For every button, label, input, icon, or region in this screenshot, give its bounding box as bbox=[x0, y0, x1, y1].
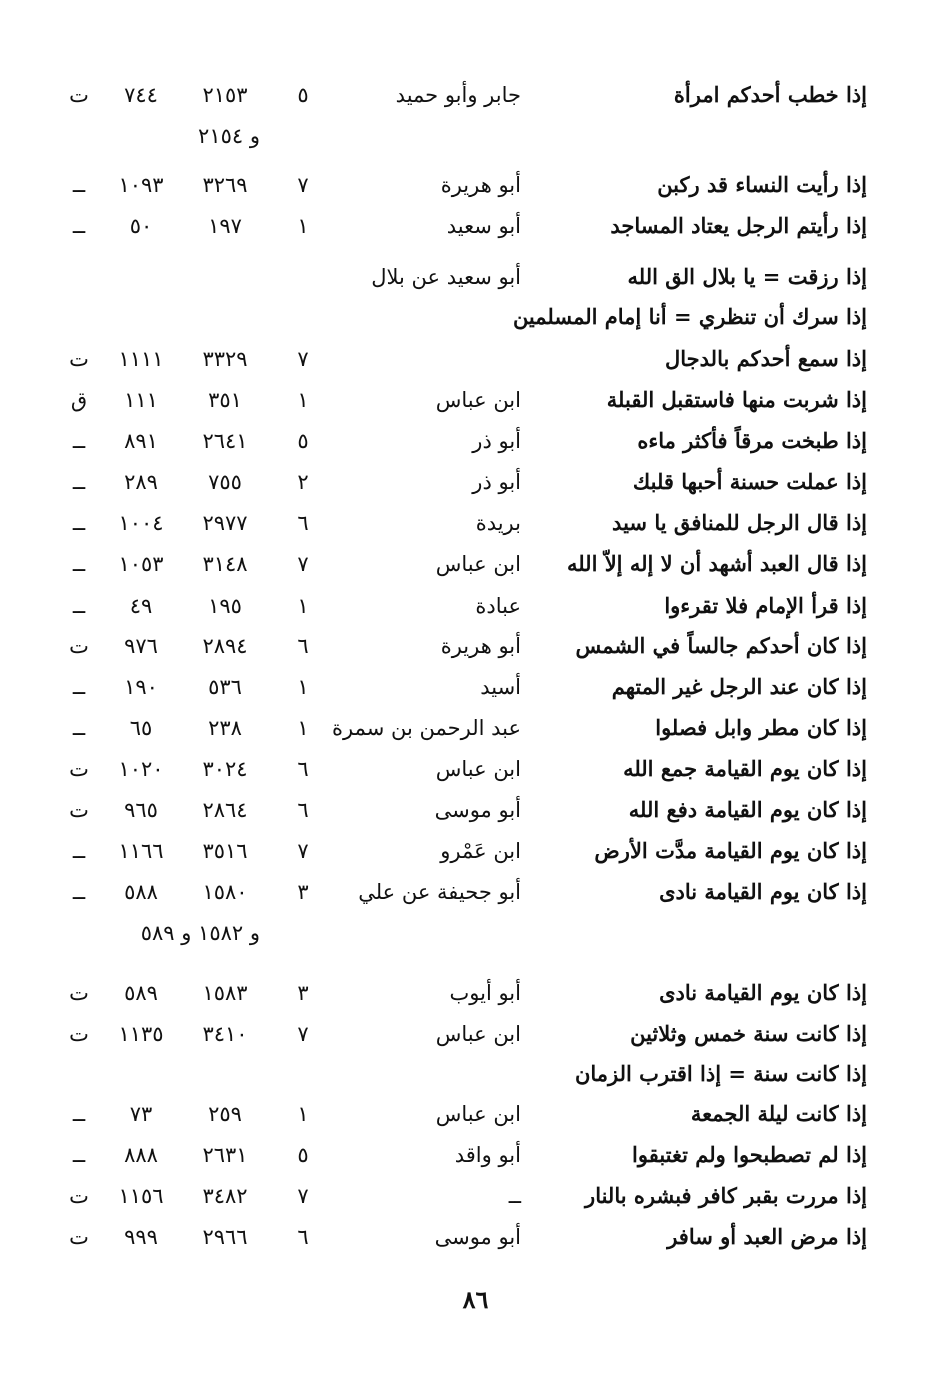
page-reference: ١١١ bbox=[124, 388, 158, 412]
volume-number: ٧ bbox=[297, 1022, 309, 1046]
source-note: ــ bbox=[72, 839, 86, 863]
hadith-number: ٣٠٢٤ bbox=[202, 757, 248, 781]
hadith-text: إذا كانت ليلة الجمعة bbox=[690, 1101, 867, 1126]
page-number: ٨٦ bbox=[462, 1285, 489, 1314]
volume-number: ١ bbox=[297, 594, 309, 618]
index-row bbox=[0, 668, 951, 706]
page-reference: ١٠٩٣ bbox=[118, 173, 164, 197]
page-reference: ٢٨٩ bbox=[124, 470, 158, 494]
page-reference: ٧٣ bbox=[129, 1102, 153, 1126]
source-note: ق bbox=[70, 388, 88, 412]
hadith-text: إذا قرأ الإمام فلا تقرءوا bbox=[664, 593, 867, 618]
source-note: ت bbox=[69, 83, 89, 107]
hadith-number: ٣١٤٨ bbox=[202, 552, 248, 576]
source-note: ــ bbox=[72, 675, 86, 699]
page-reference: ١٠٠٤ bbox=[118, 511, 164, 535]
hadith-text: إذا لم تصطبحوا ولم تغتبقوا bbox=[632, 1142, 867, 1167]
source-note: ــ bbox=[72, 214, 86, 238]
hadith-number: ٢٩٧٧ bbox=[202, 511, 248, 535]
hadith-text: إذا كان يوم القيامة مدَّت الأرض bbox=[594, 838, 867, 863]
hadith-number: ٢١٥٣ bbox=[202, 83, 248, 107]
index-row bbox=[0, 1095, 951, 1133]
hadith-number: ١٩٥ bbox=[208, 594, 242, 618]
page-reference: ٨٨٨ bbox=[124, 1143, 158, 1167]
hadith-text: إذا كان مطر وابل فصلوا bbox=[655, 715, 867, 740]
index-row bbox=[0, 709, 951, 747]
page-reference: ١٠٥٣ bbox=[118, 552, 164, 576]
volume-number: ١ bbox=[297, 716, 309, 740]
narrator-name: بريدة bbox=[475, 511, 521, 535]
volume-number: ٦ bbox=[297, 1225, 309, 1249]
index-row bbox=[0, 504, 951, 542]
index-row bbox=[0, 1218, 951, 1256]
source-note: ت bbox=[69, 798, 89, 822]
narrator-name: ابن عباس bbox=[435, 757, 521, 781]
hadith-text: إذا كان عند الرجل غير المتهم bbox=[611, 674, 867, 699]
volume-number: ١ bbox=[297, 675, 309, 699]
source-note: ت bbox=[69, 981, 89, 1005]
source-note: ــ bbox=[72, 173, 86, 197]
hadith-number: ٧٥٥ bbox=[208, 470, 242, 494]
page-reference: ٥٨٨ bbox=[124, 880, 158, 904]
hadith-text: إذا كان يوم القيامة نادى bbox=[659, 879, 867, 904]
hadith-text: إذا كان يوم القيامة دفع الله bbox=[628, 797, 867, 822]
hadith-number: ٣٣٢٩ bbox=[202, 347, 248, 371]
index-row bbox=[0, 422, 951, 460]
hadith-number: ٢٦٣١ bbox=[202, 1143, 248, 1167]
volume-number: ٦ bbox=[297, 634, 309, 658]
volume-number: ٧ bbox=[297, 173, 309, 197]
narrator-name: ــ bbox=[508, 1184, 521, 1208]
source-note: ــ bbox=[72, 511, 86, 535]
index-row bbox=[0, 750, 951, 788]
hadith-text: إذا كانت سنة = إذا اقترب الزمان bbox=[574, 1061, 867, 1086]
source-note: ــ bbox=[72, 470, 86, 494]
index-row bbox=[0, 1136, 951, 1174]
page-reference: ١١٥٦ bbox=[118, 1184, 164, 1208]
hadith-text: إذا سمع أحدكم بالدجال bbox=[665, 346, 867, 371]
hadith-text: إذا عملت حسنة أحبها قلبك bbox=[632, 469, 867, 494]
narrator-name: ابن عَمْرو bbox=[440, 839, 521, 863]
hadith-text: إذا مررت بقبر كافر فبشره بالنار bbox=[585, 1183, 867, 1208]
page-reference: ٥٨٩ bbox=[124, 981, 158, 1005]
narrator-name: جابر وأبو حميد bbox=[395, 83, 521, 107]
hadith-number: ٢٦٤١ bbox=[202, 429, 248, 453]
narrator-name: عبادة bbox=[475, 594, 521, 618]
volume-number: ٥ bbox=[297, 429, 309, 453]
source-note: ت bbox=[69, 347, 89, 371]
source-note: ــ bbox=[72, 1102, 86, 1126]
page-reference: ٦٥ bbox=[129, 716, 153, 740]
index-row bbox=[0, 1055, 951, 1093]
hadith-number: ٢٨٩٤ bbox=[202, 634, 248, 658]
volume-number: ١ bbox=[297, 1102, 309, 1126]
page-reference: ٤٩ bbox=[129, 594, 153, 618]
index-row bbox=[0, 791, 951, 829]
narrator-name: ابن عباس bbox=[435, 1102, 521, 1126]
index-row bbox=[0, 832, 951, 870]
narrator-name: أبو موسى bbox=[434, 1225, 521, 1249]
hadith-number: ٣٤١٠ bbox=[202, 1022, 248, 1046]
hadith-number: ٣٥١ bbox=[208, 388, 242, 412]
hadith-text: إذا قال العبد أشهد أن لا إله إلاّ الله bbox=[566, 551, 867, 576]
narrator-name: ابن عباس bbox=[435, 388, 521, 412]
narrator-name: أبو ذر bbox=[472, 429, 521, 453]
volume-number: ١ bbox=[297, 388, 309, 412]
volume-number: ٧ bbox=[297, 552, 309, 576]
volume-number: ٦ bbox=[297, 757, 309, 781]
hadith-text: إذا رأيتم الرجل يعتاد المساجد bbox=[610, 213, 867, 238]
source-note: ــ bbox=[72, 880, 86, 904]
volume-number: ٧ bbox=[297, 347, 309, 371]
index-row bbox=[0, 1177, 951, 1215]
index-row bbox=[0, 463, 951, 501]
index-row bbox=[0, 76, 951, 114]
source-note: ــ bbox=[72, 552, 86, 576]
hadith-text: إذا سرك أن تنظري = أنا إمام المسلمين bbox=[512, 304, 867, 329]
source-note: ت bbox=[69, 1225, 89, 1249]
hadith-text: إذا قال الرجل للمنافق يا سيد bbox=[612, 510, 867, 535]
page-reference: ٩٩٩ bbox=[124, 1225, 158, 1249]
continuation-reference: و ٢١٥٤ bbox=[198, 124, 260, 148]
hadith-number: ٣٥١٦ bbox=[202, 839, 248, 863]
index-row bbox=[0, 298, 951, 336]
narrator-name: أبو هريرة bbox=[440, 173, 521, 197]
hadith-text: إذا شربت منها فاستقبل القبلة bbox=[606, 387, 867, 412]
page-reference: ١١٣٥ bbox=[118, 1022, 164, 1046]
narrator-name: ابن عباس bbox=[435, 552, 521, 576]
hadith-number: ٢٩٦٦ bbox=[202, 1225, 248, 1249]
hadith-text: إذا كان أحدكم جالساً في الشمس bbox=[575, 633, 867, 658]
hadith-text: إذا رزقت = يا بلال الق الله bbox=[627, 264, 867, 289]
index-row bbox=[0, 627, 951, 665]
index-row bbox=[0, 545, 951, 583]
hadith-text: إذا كانت سنة خمس وثلاثين bbox=[630, 1021, 867, 1046]
hadith-text: إذا طبخت مرقاً فأكثر ماءه bbox=[637, 428, 867, 453]
index-row bbox=[0, 914, 951, 952]
narrator-name: ابن عباس bbox=[435, 1022, 521, 1046]
volume-number: ٢ bbox=[297, 470, 309, 494]
hadith-number: ٢٣٨ bbox=[208, 716, 242, 740]
hadith-text: إذا رأيت النساء قد ركبن bbox=[657, 172, 867, 197]
page-reference: ٩٧٦ bbox=[124, 634, 158, 658]
source-note: ــ bbox=[72, 1143, 86, 1167]
volume-number: ٣ bbox=[297, 981, 309, 1005]
index-row bbox=[0, 117, 951, 155]
volume-number: ٧ bbox=[297, 1184, 309, 1208]
page-reference: ١١١١ bbox=[118, 347, 164, 371]
page-reference: ٥٠ bbox=[129, 214, 153, 238]
narrator-name: أبو هريرة bbox=[440, 634, 521, 658]
continuation-reference: و ١٥٨٢ و ٥٨٩ bbox=[140, 921, 260, 945]
narrator-name: أبو جحيفة عن علي bbox=[358, 880, 521, 904]
volume-number: ٥ bbox=[297, 83, 309, 107]
narrator-name: أبو موسى bbox=[434, 798, 521, 822]
hadith-number: ١٥٨٣ bbox=[202, 981, 248, 1005]
source-note: ــ bbox=[72, 716, 86, 740]
source-note: ت bbox=[69, 757, 89, 781]
source-note: ــ bbox=[72, 594, 86, 618]
volume-number: ٥ bbox=[297, 1143, 309, 1167]
index-row bbox=[0, 974, 951, 1012]
index-row bbox=[0, 1015, 951, 1053]
hadith-text: إذا كان يوم القيامة نادى bbox=[659, 980, 867, 1005]
index-row bbox=[0, 587, 951, 625]
index-row bbox=[0, 258, 951, 296]
volume-number: ٣ bbox=[297, 880, 309, 904]
narrator-name: أسيد bbox=[480, 675, 521, 699]
hadith-text: إذا مرض العبد أو سافر bbox=[667, 1224, 867, 1249]
hadith-text: إذا كان يوم القيامة جمع الله bbox=[623, 756, 867, 781]
page-reference: ٧٤٤ bbox=[124, 83, 158, 107]
source-note: ت bbox=[69, 1184, 89, 1208]
index-row bbox=[0, 166, 951, 204]
volume-number: ٦ bbox=[297, 798, 309, 822]
narrator-name: أبو سعيد عن بلال bbox=[371, 265, 521, 289]
source-note: ت bbox=[69, 634, 89, 658]
narrator-name: أبو ذر bbox=[472, 470, 521, 494]
narrator-name: عبد الرحمن بن سمرة bbox=[332, 716, 521, 740]
page-reference: ٨٩١ bbox=[124, 429, 158, 453]
narrator-name: أبو سعيد bbox=[446, 214, 521, 238]
hadith-number: ٢٥٩ bbox=[208, 1102, 242, 1126]
volume-number: ٦ bbox=[297, 511, 309, 535]
page-reference: ٩٦٥ bbox=[124, 798, 158, 822]
hadith-number: ١٩٧ bbox=[208, 214, 242, 238]
volume-number: ١ bbox=[297, 214, 309, 238]
page-reference: ١١٦٦ bbox=[118, 839, 164, 863]
index-row bbox=[0, 381, 951, 419]
narrator-name: أبو أيوب bbox=[449, 981, 521, 1005]
hadith-text: إذا خطب أحدكم امرأة bbox=[673, 82, 867, 107]
hadith-number: ٥٣٦ bbox=[208, 675, 242, 699]
index-row bbox=[0, 207, 951, 245]
page-reference: ١٠٢٠ bbox=[118, 757, 164, 781]
index-row bbox=[0, 873, 951, 911]
hadith-number: ١٥٨٠ bbox=[202, 880, 248, 904]
hadith-number: ٢٨٦٤ bbox=[202, 798, 248, 822]
narrator-name: أبو واقد bbox=[454, 1143, 521, 1167]
index-row bbox=[0, 340, 951, 378]
volume-number: ٧ bbox=[297, 839, 309, 863]
hadith-number: ٣٢٦٩ bbox=[202, 173, 248, 197]
page-reference: ١٩٠ bbox=[124, 675, 158, 699]
source-note: ــ bbox=[72, 429, 86, 453]
source-note: ت bbox=[69, 1022, 89, 1046]
hadith-number: ٣٤٨٢ bbox=[202, 1184, 248, 1208]
